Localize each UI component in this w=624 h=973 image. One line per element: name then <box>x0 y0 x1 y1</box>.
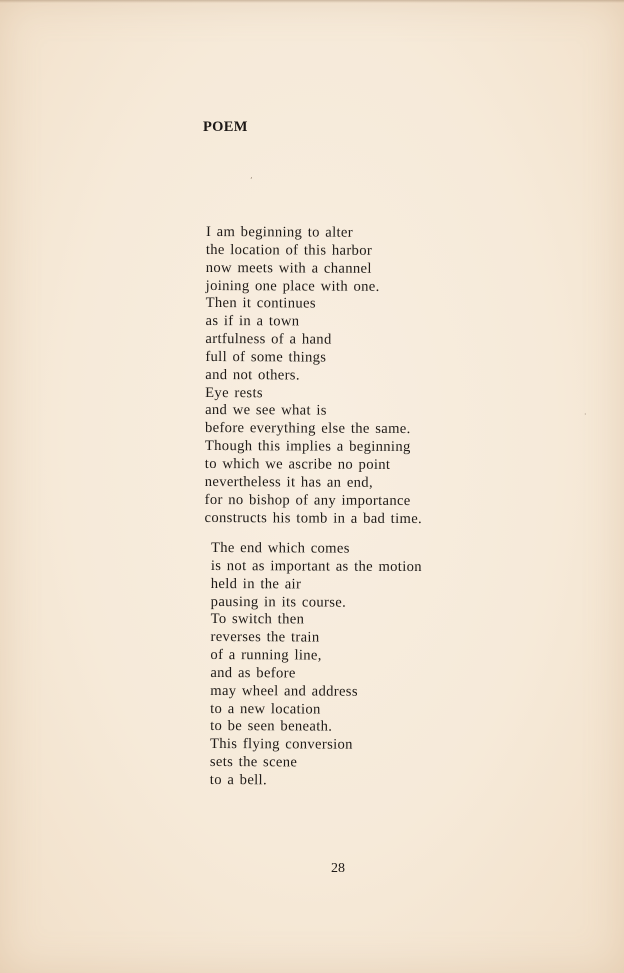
stanza-1 <box>205 224 424 528</box>
poem-line: pausing in its course. <box>210 593 347 611</box>
poem-line: may wheel and address <box>210 682 358 700</box>
poem-line: constructs his tomb in a bad time. <box>204 509 423 527</box>
poem-line: and we see what is <box>205 402 327 420</box>
paper-speck: ʼ <box>250 176 253 185</box>
poem-line: the location of this harbor <box>205 241 373 259</box>
poem-line: artfulness of a hand <box>205 331 332 348</box>
poem-line: joining one place with one. <box>205 277 380 295</box>
poem-title: POEM <box>203 119 248 135</box>
page-number: 28 <box>331 861 345 876</box>
poem-line: held in the air <box>210 575 302 593</box>
stanza-2 <box>210 540 422 791</box>
poem-line: To switch then <box>210 611 305 628</box>
poem-line: for no bishop of any importance <box>204 491 411 509</box>
poem-line: reverses the train <box>210 629 320 646</box>
poem-line: before everything else the same. <box>204 420 411 438</box>
poem-line: nevertheless it has an end, <box>204 473 374 491</box>
poem-line: now meets with a channel <box>205 259 372 277</box>
poem-line: Eye rests <box>205 384 263 401</box>
poem-line: and not others. <box>205 366 300 384</box>
poem-line: sets the scene <box>209 754 298 771</box>
poem-line: and as before <box>210 664 296 682</box>
poem-line: to which we ascribe no point <box>204 455 391 473</box>
poem-line: as if in a town <box>205 313 300 330</box>
poem-line: to be seen beneath. <box>210 718 333 736</box>
poem-line: This flying conversion <box>209 736 353 753</box>
paper-speck: · <box>584 410 587 419</box>
poem-line: to a bell. <box>209 771 268 789</box>
poem-line: I am beginning to alter <box>205 224 353 241</box>
page-top-edge <box>0 0 624 3</box>
poem-line: of a running line, <box>210 647 322 664</box>
poem-line: The end which comes <box>210 540 350 557</box>
poem-line: Then it continues <box>205 295 316 312</box>
poem-line: is not as important as the motion <box>210 557 422 575</box>
poem-line: to a new location <box>210 700 321 718</box>
poem-line: Though this implies a beginning <box>204 438 411 456</box>
poem-line: full of some things <box>205 348 327 366</box>
